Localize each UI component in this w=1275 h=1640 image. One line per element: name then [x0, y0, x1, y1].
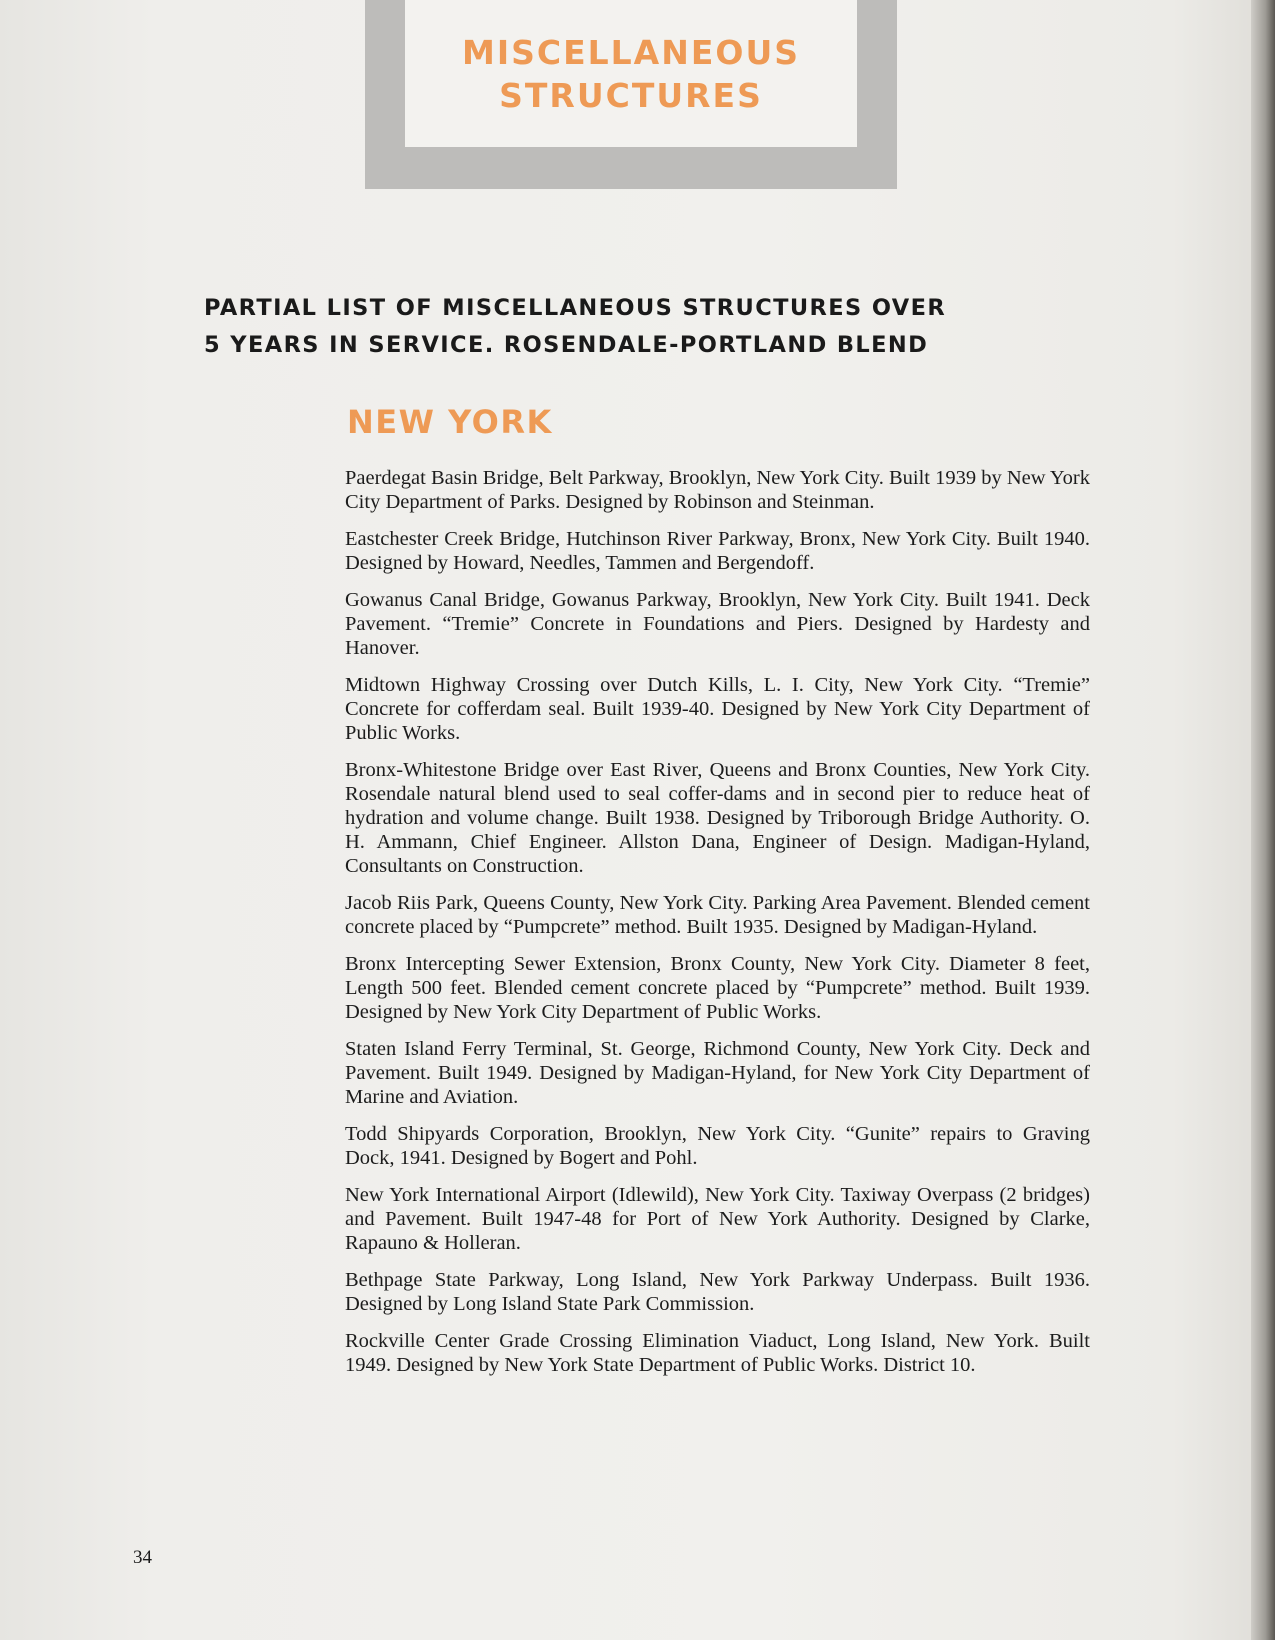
list-item: Staten Island Ferry Terminal, St. George, Richmond County, New York City. Deck and Pavement. Built 1949. Designed by Madigan-Hyland, for New York City Department of Marine and Aviation.: [345, 1038, 1090, 1108]
title-panel: [405, 0, 857, 147]
list-item: Bethpage State Parkway, Long Island, New York Parkway Underpass. Built 1936. Designed by Long Island State Park Commission.: [345, 1269, 1090, 1315]
structure-list: [345, 466, 1090, 1390]
list-item: Gowanus Canal Bridge, Gowanus Parkway, Brooklyn, New York City. Built 1941. Deck Pavement. “Tremie” Concrete in Foundations and Piers. Designed by Hardesty and Hanover.: [345, 589, 1090, 659]
list-item: Midtown Highway Crossing over Dutch Kills, L. I. City, New York City. “Tremie” Concrete for cofferdam seal. Built 1939-40. Designed by New York City Department of Public Works.: [345, 674, 1090, 744]
list-item: Eastchester Creek Bridge, Hutchinson River Parkway, Bronx, New York City. Built 1940. Designed by Howard, Needles, Tammen and Bergendoff.: [345, 528, 1090, 574]
list-item: New York International Airport (Idlewild), New York City. Taxiway Overpass (2 bridges) and Pavement. Built 1947-48 for Port of New York Authority. Designed by Clarke, Rapauno & Holleran.: [345, 1184, 1090, 1254]
list-item: Rockville Center Grade Crossing Elimination Viaduct, Long Island, New York. Built 1949. Designed by New York State Department of Public Works. District 10.: [345, 1330, 1090, 1376]
title-box: [365, 0, 897, 189]
list-item: Bronx-Whitestone Bridge over East River, Queens and Bronx Counties, New York City. Rosendale natural blend used to seal coffer-dams and in second pier to reduce heat of hydration and volume change. Built 1938. Designed by Triborough Bridge Authority. O. H. Ammann, Chief Engineer. Allston Dana, Engineer of Design. Madigan-Hyland, Consultants on Construction.: [345, 759, 1090, 877]
book-spine-edge: [1251, 0, 1275, 1640]
list-item: Todd Shipyards Corporation, Brooklyn, New York City. “Gunite” repairs to Graving Dock, 1941. Designed by Bogert and Pohl.: [345, 1123, 1090, 1169]
title-line-1: MISCELLANEOUS: [461, 32, 801, 72]
page-number: 34: [133, 1547, 152, 1568]
list-subtitle: [204, 290, 1104, 364]
title-line-2: STRUCTURES: [499, 75, 763, 115]
list-item: Jacob Riis Park, Queens County, New York City. Parking Area Pavement. Blended cement concrete placed by “Pumpcrete” method. Built 1935. Designed by Madigan-Hyland.: [345, 892, 1090, 938]
subtitle-line-1: PARTIAL LIST OF MISCELLANEOUS STRUCTURES OVER: [204, 295, 947, 321]
list-item: Bronx Intercepting Sewer Extension, Bronx County, New York City. Diameter 8 feet, Length 500 feet. Blended cement concrete placed by “Pumpcrete” method. Built 1939. Designed by New York City Department of Public Works.: [345, 953, 1090, 1023]
section-heading: NEW YORK: [347, 403, 553, 441]
subtitle-line-2: 5 YEARS IN SERVICE. ROSENDALE-PORTLAND BLEND: [204, 332, 929, 358]
list-item: Paerdegat Basin Bridge, Belt Parkway, Brooklyn, New York City. Built 1939 by New York City Department of Parks. Designed by Robinson and Steinman.: [345, 467, 1090, 513]
